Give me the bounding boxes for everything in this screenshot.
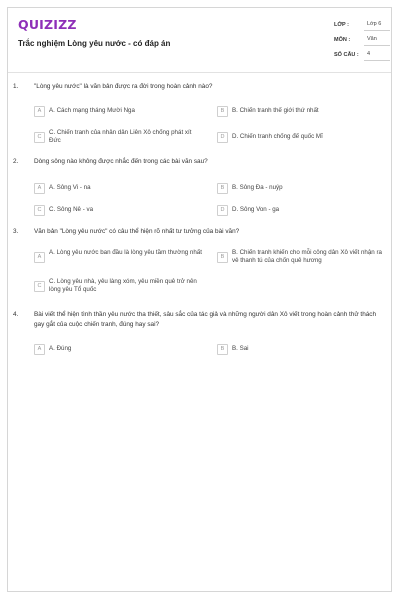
option-c[interactable] [34, 277, 209, 294]
option-letter: C [34, 205, 45, 216]
option-text: A. Cách mạng tháng Mười Nga [49, 107, 135, 114]
question-number: 2. [13, 158, 19, 165]
option-letter: B [217, 106, 228, 117]
option-d[interactable] [217, 205, 382, 216]
meta-class [334, 17, 390, 32]
meta-count-value: 4 [364, 49, 390, 61]
option-text: B. Sông Đa - nuýp [232, 184, 283, 191]
header-divider [8, 72, 391, 73]
option-letter: C [34, 281, 45, 292]
option-text: C. Lòng yêu nhà, yêu làng xóm, yêu miền quê trở nên lòng yêu Tổ quốc [49, 278, 197, 293]
option-b[interactable] [217, 344, 382, 355]
option-letter: C [34, 132, 45, 143]
option-letter: B [217, 183, 228, 194]
option-letter: B [217, 344, 228, 355]
meta-count [334, 47, 390, 62]
option-text: A. Lòng yêu nước ban đầu là lòng yêu tầm thường nhất [49, 249, 202, 256]
worksheet-meta [334, 17, 390, 62]
question-number: 3. [13, 228, 19, 235]
option-text: D. Sông Von - ga [232, 206, 280, 213]
option-letter: A [34, 106, 45, 117]
question-text: "Lòng yêu nước" là văn bản được ra đời trong hoàn cảnh nào? [34, 83, 213, 90]
option-a[interactable] [34, 106, 204, 117]
meta-subject [334, 32, 390, 47]
worksheet-title: Trắc nghiệm Lòng yêu nước - có đáp án [18, 39, 171, 48]
option-a[interactable] [34, 344, 204, 355]
meta-class-value: Lớp 6 [364, 19, 390, 31]
option-b[interactable] [217, 183, 382, 194]
option-letter: A [34, 252, 45, 263]
option-a[interactable] [34, 248, 209, 263]
option-text: B. Chiến tranh khiến cho mỗi công dân Xô viết nhận ra vẻ thanh tú của chốn quê hương [232, 249, 382, 264]
quiz-worksheet [7, 7, 392, 592]
option-text: A. Đúng [49, 345, 72, 352]
question-text: Dòng sông nào không được nhắc đến trong các bài văn sau? [34, 158, 208, 165]
option-letter: A [34, 344, 45, 355]
option-text: A. Sông Vi - na [49, 184, 91, 191]
meta-subject-label: MÔN : [334, 36, 351, 43]
option-letter: A [34, 183, 45, 194]
question-number: 4. [13, 311, 19, 318]
option-text: C. Chiến tranh của nhân dân Liên Xô chống phát xít Đức [49, 129, 192, 144]
option-d[interactable] [217, 132, 382, 143]
meta-class-label: LỚP : [334, 21, 349, 28]
option-text: B. Sai [232, 345, 249, 352]
option-text: C. Sông Nê - va [49, 206, 94, 213]
question-text: Văn bản "Lòng yêu nước" có câu thể hiện rõ nhất tư tưởng của bài văn? [34, 228, 240, 235]
option-b[interactable] [217, 106, 382, 117]
question-number: 1. [13, 83, 19, 90]
option-c[interactable] [34, 128, 204, 145]
option-text: D. Chiến tranh chống đế quốc Mĩ [232, 133, 323, 140]
option-a[interactable] [34, 183, 204, 194]
option-text: B. Chiến tranh thế giới thứ nhất [232, 107, 319, 114]
option-b[interactable] [217, 248, 387, 265]
option-letter: B [217, 252, 228, 263]
meta-subject-value: Văn [364, 34, 390, 46]
meta-count-label: SỐ CÂU : [334, 51, 359, 58]
option-letter: D [217, 205, 228, 216]
quizizz-logo: QUIZIZZ [18, 17, 77, 32]
option-letter: D [217, 132, 228, 143]
option-c[interactable] [34, 205, 204, 216]
question-text: Bài viết thể hiện tình thần yêu nước tha thiết, sâu sắc của tác giả và những người dân Xô viết trong hoàn cảnh thử thách gay gắt của cuộc chiến tranh, đúng hay sai? [34, 311, 377, 328]
